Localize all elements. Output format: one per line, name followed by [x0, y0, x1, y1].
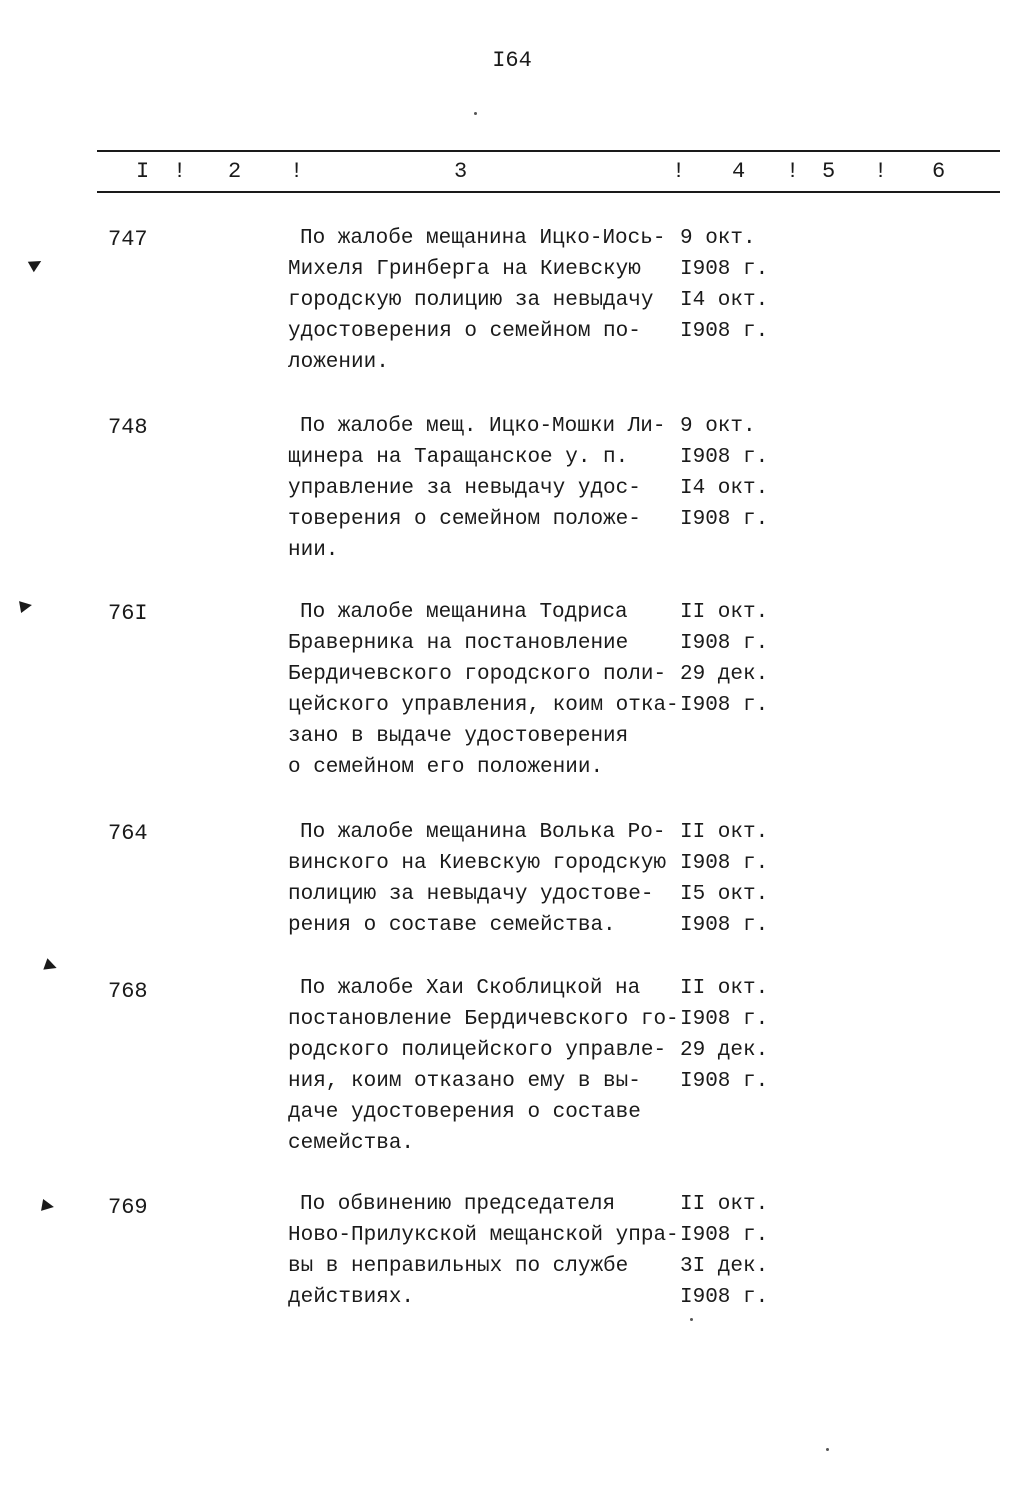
date-line: I908 г. — [680, 1224, 769, 1247]
column-header-4: 4 — [732, 159, 746, 184]
description-line: цейского управления, коим отка- — [288, 694, 679, 717]
description-line: полицию за невыдачу удостове- — [288, 883, 654, 906]
description-line: зано в выдаче удостоверения — [288, 725, 629, 748]
margin-mark-icon — [28, 256, 44, 272]
scan-speck — [474, 112, 477, 115]
date-line: 9 окт. — [680, 227, 756, 250]
description-line: о семейном его положении. — [288, 756, 604, 779]
margin-mark-icon — [43, 958, 58, 973]
column-header-2: 2 — [228, 159, 242, 184]
description-line: родского полицейского управле- — [288, 1039, 667, 1062]
entry-dates — [680, 1189, 790, 1313]
entry-number: 76I — [108, 601, 148, 626]
description-line: По жалобе мещ. Ицко-Мошки Ли- — [300, 415, 666, 438]
entry-number: 747 — [108, 227, 148, 252]
date-line: II окт. — [680, 821, 769, 844]
entry-dates — [680, 597, 790, 721]
entry-number: 748 — [108, 415, 148, 440]
description-line: городскую полицию за невыдачу — [288, 289, 654, 312]
description-line: семейства. — [288, 1132, 415, 1155]
description-line: По жалобе мещанина Ицко-Иось- — [300, 227, 666, 250]
date-line: 9 окт. — [680, 415, 756, 438]
description-line: По жалобе Хаи Скоблицкой на — [300, 977, 641, 1000]
description-line: удостоверения о семейном по- — [288, 320, 641, 343]
description-line: По жалобе мещанина Волька Ро- — [300, 821, 666, 844]
entry-number: 768 — [108, 979, 148, 1004]
header-rule-bottom — [97, 191, 1000, 193]
date-line: 29 дек. — [680, 1039, 769, 1062]
entry-description — [288, 973, 680, 1159]
description-line: ния, коим отказано ему в вы- — [288, 1070, 641, 1093]
description-line: товерения о семейном положе- — [288, 508, 641, 531]
entry-dates — [680, 817, 790, 941]
date-line: I908 г. — [680, 694, 769, 717]
description-line: Ново-Прилукской мещанской упра- — [288, 1224, 679, 1247]
description-line: нии. — [288, 539, 339, 562]
date-line: I4 окт. — [680, 289, 769, 312]
description-line: Бердичевского городского поли- — [288, 663, 667, 686]
date-line: I908 г. — [680, 1070, 769, 1093]
margin-mark-icon — [19, 599, 33, 613]
margin-mark-icon — [41, 1199, 55, 1213]
column-separator: ! — [874, 159, 888, 184]
entry-description — [288, 597, 680, 783]
description-line: рения о составе семейства. — [288, 914, 616, 937]
scan-speck — [690, 1318, 693, 1321]
description-line: ложении. — [288, 351, 389, 374]
date-line: I908 г. — [680, 632, 769, 655]
description-line: постановление Бердичевского го- — [288, 1008, 679, 1031]
date-line: 29 дек. — [680, 663, 769, 686]
date-line: I908 г. — [680, 258, 769, 281]
entry-description — [288, 1189, 680, 1313]
description-line: По обвинению председателя — [300, 1193, 616, 1216]
date-line: I908 г. — [680, 1008, 769, 1031]
date-line: 3I дек. — [680, 1255, 769, 1278]
column-header-6: 6 — [932, 159, 946, 184]
date-line: I5 окт. — [680, 883, 769, 906]
column-separator: ! — [290, 159, 304, 184]
description-line: Браверника на постановление — [288, 632, 629, 655]
entry-description — [288, 817, 680, 941]
date-line: II окт. — [680, 601, 769, 624]
entry-description — [288, 223, 680, 378]
entry-dates — [680, 411, 790, 535]
description-line: винского на Киевскую городскую — [288, 852, 667, 875]
description-line: Михеля Гринберга на Киевскую — [288, 258, 641, 281]
entry-number: 764 — [108, 821, 148, 846]
entry-description — [288, 411, 680, 566]
column-separator: ! — [786, 159, 800, 184]
date-line: I908 г. — [680, 914, 769, 937]
page-number: I64 — [492, 48, 532, 73]
scan-speck — [826, 1448, 829, 1451]
date-line: I908 г. — [680, 1286, 769, 1309]
date-line: I908 г. — [680, 852, 769, 875]
date-line: I908 г. — [680, 508, 769, 531]
description-line: действиях. — [288, 1286, 415, 1309]
date-line: I4 окт. — [680, 477, 769, 500]
column-header-1: I — [136, 159, 150, 184]
description-line: даче удостоверения о составе — [288, 1101, 641, 1124]
column-header-3: 3 — [454, 159, 468, 184]
description-line: По жалобе мещанина Тодриса — [300, 601, 628, 624]
entry-dates — [680, 973, 790, 1097]
date-line: I908 г. — [680, 320, 769, 343]
entry-dates — [680, 223, 790, 347]
column-separator: ! — [672, 159, 686, 184]
date-line: II окт. — [680, 1193, 769, 1216]
description-line: щинера на Таращанское у. п. — [288, 446, 629, 469]
entry-number: 769 — [108, 1195, 148, 1220]
header-rule-top — [97, 150, 1000, 152]
date-line: I908 г. — [680, 446, 769, 469]
description-line: управление за невыдачу удос- — [288, 477, 641, 500]
date-line: II окт. — [680, 977, 769, 1000]
column-separator: ! — [173, 159, 187, 184]
description-line: вы в неправильных по службе — [288, 1255, 629, 1278]
column-header-5: 5 — [822, 159, 836, 184]
